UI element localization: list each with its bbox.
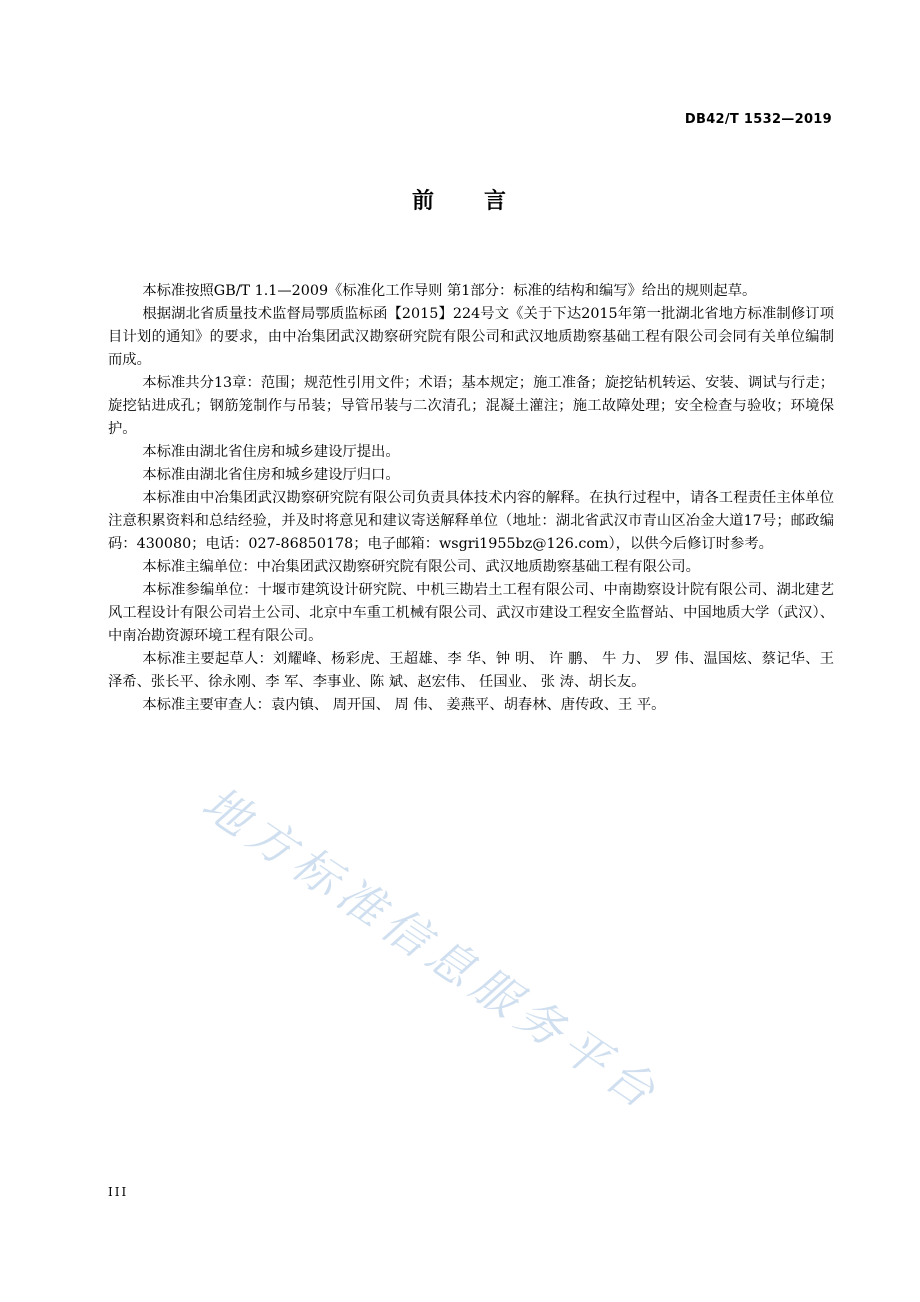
paragraph-interpretation: 本标准由中冶集团武汉勘察研究院有限公司负责具体技术内容的解释。在执行过程中，请各工程责任主体单位注意积累资料和总结经验，并及时将意见和建议寄送解释单位（地址：湖北省武汉市青山区冶金大道17号；邮政编码：430080；电话：027-86850178；电子邮箱：wsgri1955bz@126.com），以供今后修订时参考。 xyxy=(108,490,834,552)
page-title-char-1: 前 xyxy=(411,189,436,214)
standard-code: DB42/T 1532—2019 xyxy=(684,112,832,127)
foreword-body xyxy=(108,280,834,717)
paragraph-drafters: 本标准主要起草人：刘耀峰、杨彩虎、王超雄、李 华、钟 明、 许 鹏、 牛 力、 罗 伟、温国炫、蔡记华、王泽希、张长平、徐永刚、李 军、李事业、陈 斌、赵宏伟、 任国业、 张 涛、胡长友。 xyxy=(108,651,834,690)
paragraph-basis: 根据湖北省质量技术监督局鄂质监标函【2015】224号文《关于下达2015年第一批湖北省地方标准制修订项目计划的通知》的要求，由中冶集团武汉勘察研究院有限公司和武汉地质勘察基础工程有限公司会同有关单位编制而成。 xyxy=(108,306,834,368)
page-title xyxy=(0,184,920,215)
paragraph-reviewers: 本标准主要审查人：袁内镇、 周开国、 周 伟、 姜燕平、胡春林、唐传政、王 平。 xyxy=(142,697,666,713)
page-number: III xyxy=(108,1185,129,1199)
paragraph-chapters: 本标准共分13章：范围；规范性引用文件；术语；基本规定；施工准备；旋挖钻机转运、安装、调试与行走；旋挖钻进成孔；钢筋笼制作与吊装；导管吊装与二次清孔；混凝土灌注；施工故障处理；安全检查与验收；环境保护。 xyxy=(108,375,834,437)
paragraph-managed-by: 本标准由湖北省住房和城乡建设厅归口。 xyxy=(142,467,400,483)
page-title-char-2: 言 xyxy=(484,189,509,214)
paragraph-chief-editor-units: 本标准主编单位：中冶集团武汉勘察研究院有限公司、武汉地质勘察基础工程有限公司。 xyxy=(142,559,700,575)
paragraph-proposed-by: 本标准由湖北省住房和城乡建设厅提出。 xyxy=(142,444,400,460)
paragraph-drafting-rules: 本标准按照GB/T 1.1—2009《标准化工作导则 第1部分：标准的结构和编写》给出的规则起草。 xyxy=(142,283,757,299)
paragraph-participating-units: 本标准参编单位：十堰市建筑设计研究院、中机三勘岩土工程有限公司、中南勘察设计院有限公司、湖北建艺风工程设计有限公司岩土公司、北京中车重工机械有限公司、武汉市建设工程安全监督站、中国地质大学（武汉）、中南冶勘资源环境工程有限公司。 xyxy=(108,582,834,644)
watermark: 地方标准信息服务平台 xyxy=(192,775,671,1123)
